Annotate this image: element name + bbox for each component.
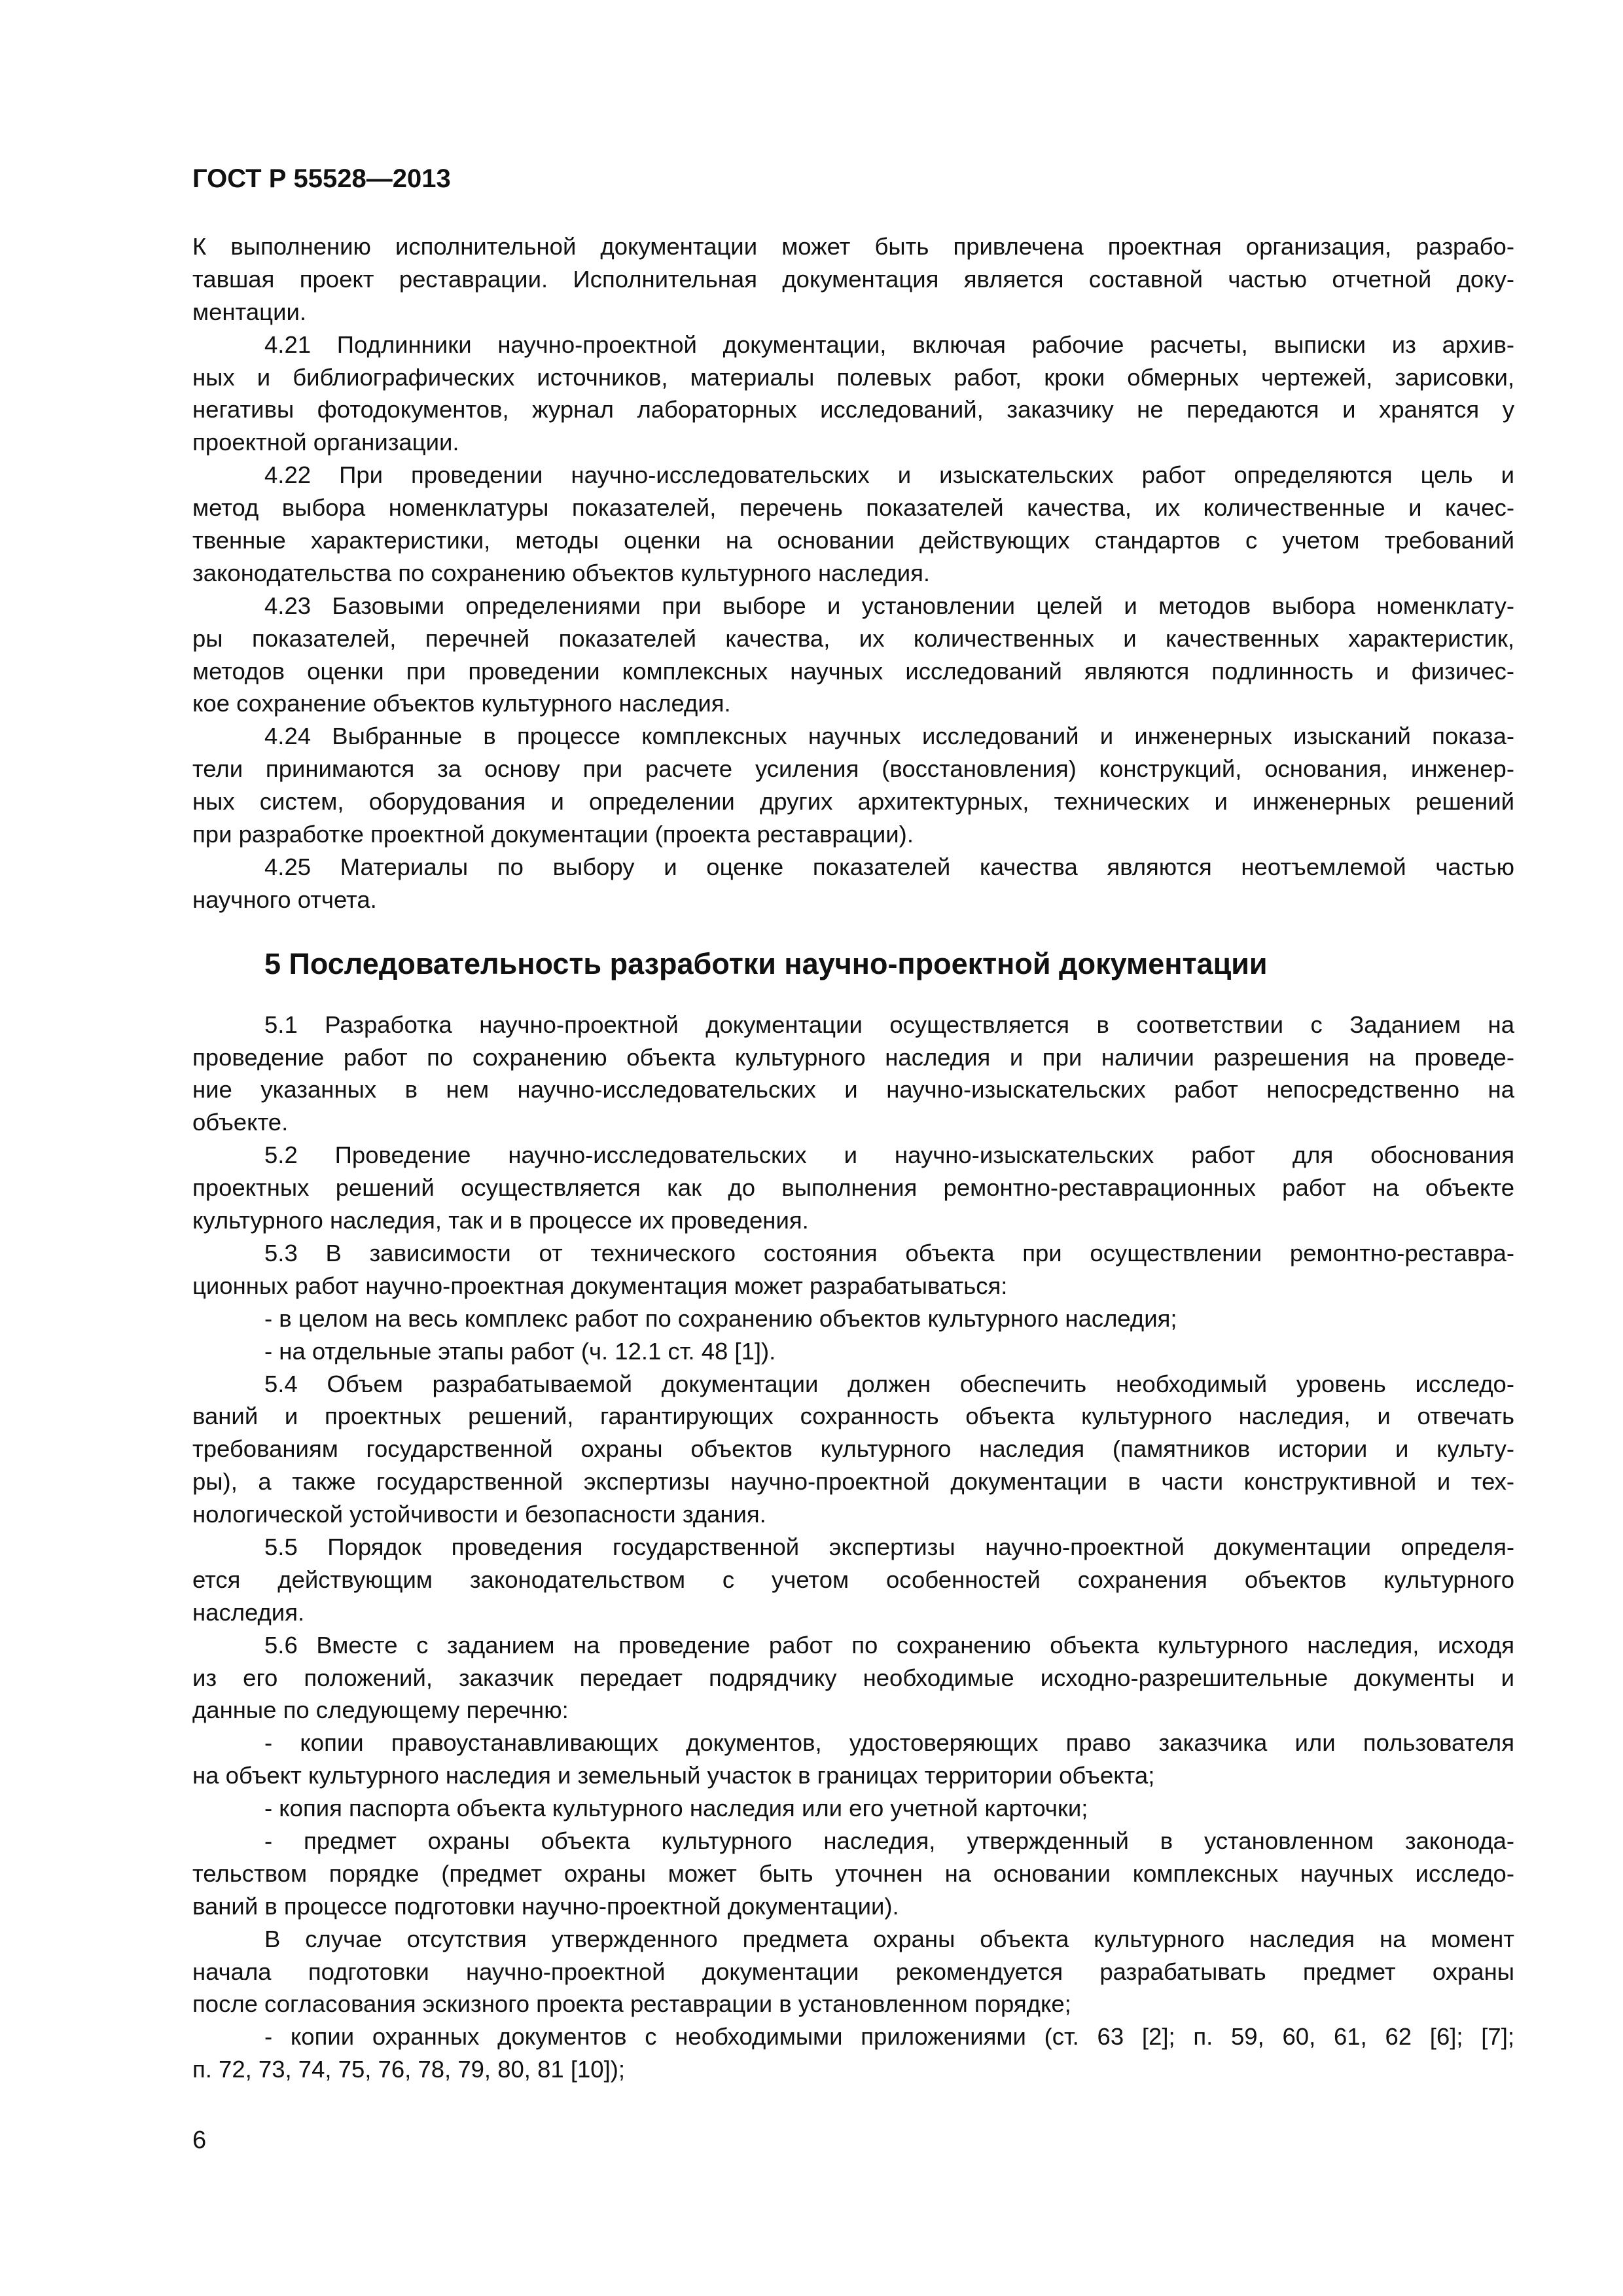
- text-line: 5.3 В зависимости от технического состояния объекта при осуществлении ремонтно-реставра-: [264, 1239, 1514, 1266]
- text-line: - копии охранных документов с необходимыми приложениями (ст. 63 [2]; п. 59, 60, 61, 62 [6]; [7];: [264, 2023, 1514, 2051]
- text-line: культурного наследия, так и в процессе их проведения.: [192, 1207, 809, 1234]
- text-line: наследия.: [192, 1598, 305, 1626]
- text-line: требованиям государственной охраны объектов культурного наследия (памятников истории и культу-: [192, 1435, 1514, 1463]
- text-line: из его положений, заказчик передает подрядчику необходимые исходно-разрешительные документы и: [192, 1664, 1514, 1691]
- text-line: негативы фотодокументов, журнал лабораторных исследований, заказчику не передаются и хранятся у: [192, 396, 1514, 423]
- text-line: - предмет охраны объекта культурного наследия, утвержденный в установленном законода-: [264, 1827, 1514, 1854]
- text-line: проектных решений осуществляется как до выполнения ремонтно-реставрационных работ на объекте: [192, 1174, 1514, 1202]
- paragraph: [192, 1368, 1514, 1531]
- text-line: нологической устойчивости и безопасности здания.: [192, 1501, 766, 1528]
- text-line: ваний в процессе подготовки научно-проектной документации).: [192, 1892, 899, 1920]
- text-line: тавшая проект реставрации. Исполнительная документация является составной частью отчетной доку-: [192, 265, 1514, 293]
- text-line: ционных работ научно-проектная документация может разрабатываться:: [192, 1272, 1008, 1299]
- text-line: законодательства по сохранению объектов культурного наследия.: [192, 559, 931, 586]
- text-line: 5.2 Проведение научно-исследовательских и научно-изыскательских работ для обоснования: [264, 1141, 1514, 1169]
- text-line: 5.6 Вместе с заданием на проведение работ по сохранению объекта культурного наследия, исходя: [264, 1631, 1514, 1659]
- text-line: 4.25 Материалы по выбору и оценке показателей качества являются неотъемлемой частью: [264, 853, 1514, 880]
- text-line: К выполнению исполнительной документации может быть привлечена проектная организация, разрабо-: [192, 233, 1514, 260]
- text-line: проектной организации.: [192, 429, 459, 456]
- text-line: ных и библиографических источников, материалы полевых работ, кроки обмерных чертежей, зарисовки,: [192, 363, 1514, 391]
- paragraph: [192, 851, 1514, 916]
- text-line: 4.23 Базовыми определениями при выборе и установлении целей и методов выбора номенклату-: [264, 592, 1514, 619]
- text-line: тельством порядке (предмет охраны может быть уточнен на основании комплексных научных исследо-: [192, 1859, 1514, 1887]
- text-line: ры), а также государственной экспертизы научно-проектной документации в части конструктивной и тех-: [192, 1468, 1514, 1496]
- paragraph: [192, 1825, 1514, 1923]
- text-line: В случае отсутствия утвержденного предмета охраны объекта культурного наследия на момент: [264, 1925, 1514, 1952]
- paragraph: [192, 230, 1514, 329]
- paragraph: [192, 590, 1514, 721]
- paragraph: [192, 1727, 1514, 1792]
- text-line: метод выбора номенклатуры показателей, перечень показателей качества, их количественные и качес-: [192, 494, 1514, 522]
- paragraph: [192, 329, 1514, 459]
- section-heading-text: 5 Последовательность разработки научно-проектной документации: [264, 946, 1268, 980]
- text-line: 5.1 Разработка научно-проектной документации осуществляется в соответствии с Заданием на: [264, 1011, 1514, 1038]
- text-line: ных систем, оборудования и определении других архитектурных, технических и инженерных решений: [192, 788, 1514, 816]
- text-line: начала подготовки научно-проектной документации рекомендуется разрабатывать предмет охраны: [192, 1958, 1514, 1985]
- text-line: при разработке проектной документации (проекта реставрации).: [192, 821, 914, 848]
- paragraph: [192, 1237, 1514, 1302]
- section-heading: [192, 916, 1514, 1009]
- text-line: ры показателей, перечней показателей качества, их количественных и качественных характеристик,: [192, 624, 1514, 652]
- text-line: методов оценки при проведении комплексных научных исследований являются подлинность и физичес-: [192, 657, 1514, 685]
- paragraph: [192, 1923, 1514, 2021]
- page-number: 6: [192, 2126, 207, 2154]
- paragraph: [192, 2020, 1514, 2086]
- text-line: проведение работ по сохранению объекта культурного наследия и при наличии разрешения на проведе-: [192, 1043, 1514, 1071]
- paragraph: [192, 459, 1514, 590]
- text-line: - в целом на весь комплекс работ по сохранению объектов культурного наследия;: [264, 1304, 1177, 1332]
- text-line: 4.21 Подлинники научно-проектной документации, включая рабочие расчеты, выписки из архив-: [264, 331, 1514, 358]
- text-line: твенные характеристики, методы оценки на основании действующих стандартов с учетом требований: [192, 527, 1514, 554]
- paragraph: [192, 1629, 1514, 1727]
- text-line: объекте.: [192, 1109, 289, 1136]
- text-line: после согласования эскизного проекта реставрации в установленном порядке;: [192, 1990, 1071, 2018]
- text-line: ментации.: [192, 298, 306, 325]
- text-line: ние указанных в нем научно-исследовательских и научно-изыскательских работ непосредственно на: [192, 1076, 1514, 1103]
- document-body: [192, 230, 1514, 2086]
- paragraph: [192, 1302, 1514, 1335]
- text-line: 4.24 Выбранные в процессе комплексных научных исследований и инженерных изысканий показа-: [264, 723, 1514, 750]
- text-line: кое сохранение объектов культурного наследия.: [192, 690, 731, 717]
- document-header: ГОСТ Р 55528—2013: [192, 164, 451, 193]
- text-line: ваний и проектных решений, гарантирующих сохранность объекта культурного наследия, и отвечать: [192, 1403, 1514, 1430]
- text-line: 4.22 При проведении научно-исследовательских и изыскательских работ определяются цель и: [264, 461, 1514, 489]
- text-line: на объект культурного наследия и земельный участок в границах территории объекта;: [192, 1762, 1155, 1789]
- paragraph: [192, 1139, 1514, 1237]
- text-line: 5.5 Порядок проведения государственной экспертизы научно-проектной документации определя-: [264, 1533, 1514, 1560]
- paragraph: [192, 1531, 1514, 1629]
- text-line: - копия паспорта объекта культурного наследия или его учетной карточки;: [264, 1795, 1088, 1822]
- paragraph: [192, 1335, 1514, 1368]
- paragraph: [192, 1792, 1514, 1825]
- text-line: - копии правоустанавливающих документов, удостоверяющих право заказчика или пользователя: [264, 1729, 1514, 1757]
- text-line: - на отдельные этапы работ (ч. 12.1 ст. 48 [1]).: [264, 1337, 776, 1365]
- text-line: данные по следующему перечню:: [192, 1696, 569, 1724]
- text-line: п. 72, 73, 74, 75, 76, 78, 79, 80, 81 [10]);: [192, 2056, 626, 2083]
- text-line: ется действующим законодательством с учетом особенностей сохранения объектов культурного: [192, 1566, 1514, 1593]
- paragraph: [192, 720, 1514, 851]
- paragraph: [192, 1009, 1514, 1139]
- text-line: тели принимаются за основу при расчете усиления (восстановления) конструкций, основания, инженер-: [192, 755, 1514, 783]
- text-line: научного отчета.: [192, 886, 377, 913]
- text-line: 5.4 Объем разрабатываемой документации должен обеспечить необходимый уровень исследо-: [264, 1370, 1514, 1397]
